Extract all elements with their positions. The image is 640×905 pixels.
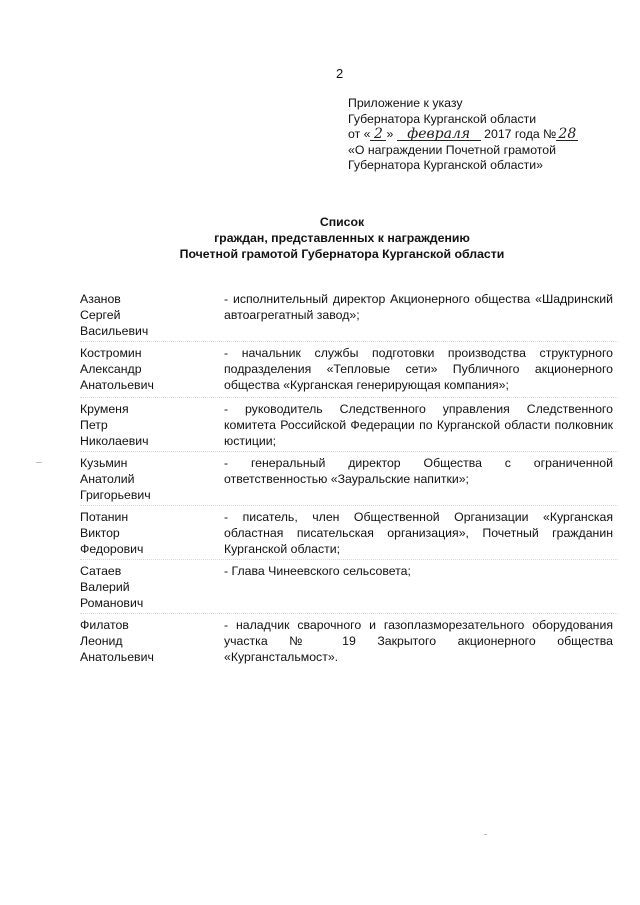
appendix-date-line [348,127,578,143]
title-line-1: Список [319,215,365,229]
date-mid: » [386,127,394,141]
date-prefix: от « [348,127,371,141]
person-position: - писатель, член Общественной Организации «Курганская областная писательская организация», Почетный гражданин Курганской области; [224,510,613,556]
first-name: Валерий [80,580,130,594]
patronymic: Анатольевич [80,650,154,664]
appendix-line-1: Приложение к указу [348,96,463,110]
person-name [80,455,224,503]
surname: Филатов [80,618,129,632]
surname: Сатаев [80,564,122,578]
first-name: Александр [80,362,142,376]
award-list [80,288,618,667]
person-name [80,563,224,611]
appendix-line-2: Губернатора Курганской области [348,111,537,126]
date-year: 2017 года № [484,127,557,141]
list-item [80,397,618,449]
scan-mark [484,834,487,835]
scan-mark [36,462,42,463]
title-line-2: граждан, представленных к награждению [214,231,470,245]
patronymic: Романович [80,596,144,610]
appendix-line-4: «О награждении Почетной грамотой [348,142,556,157]
person-position: - начальник службы подготовки производства структурного подразделения «Тепловые сети» Публичного акционерного общества «Курганская генерирующая компания»; [224,346,613,392]
patronymic: Анатольевич [80,378,154,392]
appendix-header [348,96,578,174]
person-name [80,509,224,557]
list-item [80,288,618,339]
document-title [140,214,544,262]
person-name [80,401,224,449]
handwritten-month: февраля [397,128,481,141]
first-name: Петр [80,418,108,432]
person-position: - генеральный директор Общества с ограниченной ответственностью «Зауральские напитки»; [224,456,613,486]
patronymic: Васильевич [80,324,149,338]
surname: Азанов [80,292,121,306]
person-position: - Глава Чинеевского сельсовета; [224,564,411,578]
first-name: Анатолий [80,472,135,486]
patronymic: Николаевич [80,434,149,448]
first-name: Леонид [80,634,123,648]
surname: Потанин [80,510,129,524]
surname: Костромин [80,346,142,360]
list-item [80,505,618,557]
list-item [80,613,618,665]
person-position: - исполнительный директор Акционерного общества «Шадринский автоагрегатный завод»; [224,292,613,322]
person-name [80,345,224,393]
first-name: Сергей [80,308,121,322]
person-position: - наладчик сварочного и газоплазморезательного оборудования участка № 19 Закрытого акционерного общества «Курганстальмост». [224,618,613,664]
appendix-line-5: Губернатора Курганской области» [348,158,543,172]
title-line-3: Почетной грамотой Губернатора Курганской области [179,247,505,261]
handwritten-day: 2 [370,128,386,141]
handwritten-number: 28 [556,128,578,141]
list-item [80,341,618,395]
person-position: - руководитель Следственного управления Следственного комитета Российской Федерации по Курганской области полковник юстиции; [224,402,613,448]
surname: Кузьмин [80,456,128,470]
person-name [80,617,224,665]
person-name [80,291,224,339]
first-name: Виктор [80,526,120,540]
surname: Круменя [80,402,129,416]
list-item [80,451,618,503]
patronymic: Федорович [80,542,144,556]
page-number: 2 [336,66,344,81]
list-item [80,559,618,611]
patronymic: Григорьевич [80,488,151,502]
